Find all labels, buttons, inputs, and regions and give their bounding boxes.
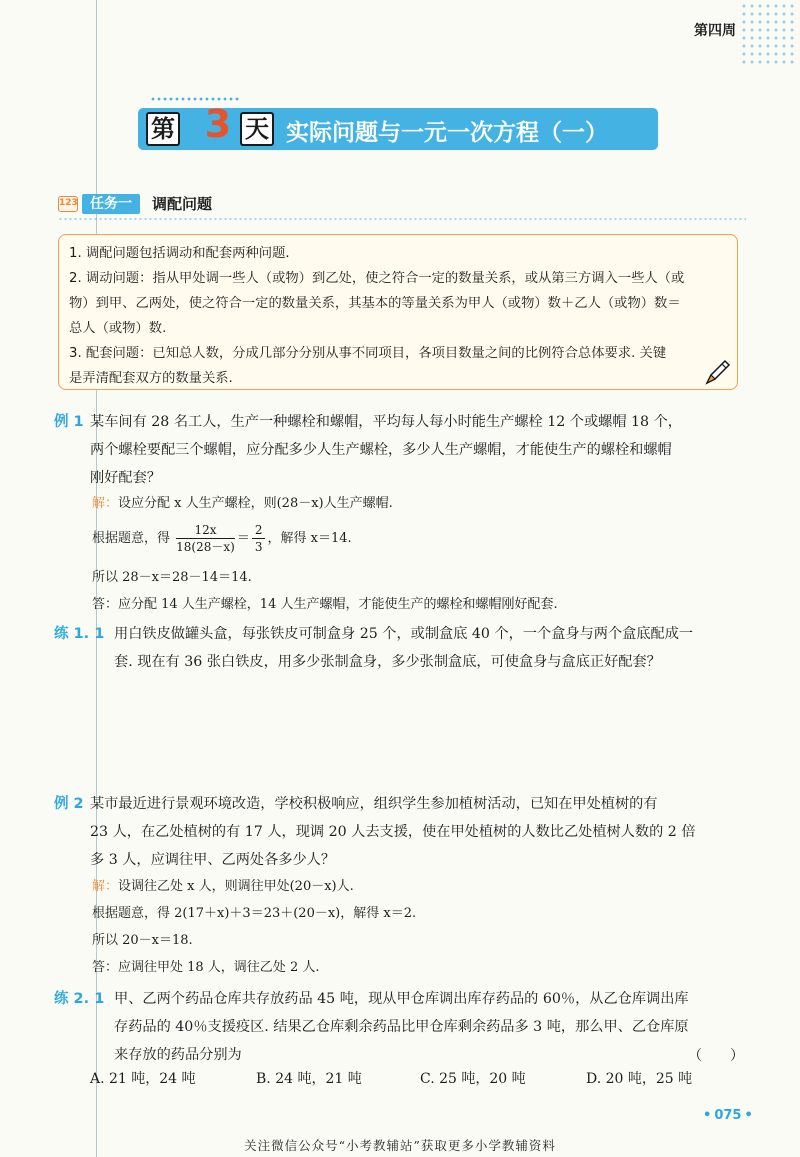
practice-1-text: 用白铁皮做罐头盒，每张铁皮可制盒身 25 个，或制盒底 40 个，一个盒身与两个盒底配成一 套. 现在有 36 张白铁皮，用多少张制盒身，多少张制盒底，可使盒身与盒底正好配套？ bbox=[114, 626, 694, 670]
example-1-solution-line-3: 所以 28－x＝28－14＝14. bbox=[92, 570, 252, 585]
practice-2-label: 练 2. 1 bbox=[54, 991, 105, 1007]
example-1-text: 某车间有 28 名工人，生产一种螺栓和螺帽，平均每人每小时能生产螺栓 12 个或螺帽 18 个， 两个螺栓要配三个螺帽，应分配多少人生产螺栓，多少人生产螺帽，才能使生产的螺栓和螺帽 刚好配套？ bbox=[90, 414, 682, 486]
task-label: 任务一 bbox=[82, 194, 140, 214]
example-1-solution-line-1: 解：设应分配 x 人生产螺栓，则(28－x)人生产螺帽. bbox=[92, 496, 393, 511]
day-prefix: 第 bbox=[146, 112, 180, 146]
example-2-text: 某市最近进行景观环境改造，学校积极响应，组织学生参加植树活动，已知在甲处植树的有 23 人，在乙处植树的有 17 人，现调 20 人去支援，使在甲处植树的人数比乙处植树人数的 2 倍 多 3 人，应调往甲、乙两处各多少人？ bbox=[90, 796, 696, 868]
solution-keyword: 解： bbox=[92, 879, 119, 894]
option-b: B. 24 吨，21 吨 bbox=[256, 1071, 362, 1087]
example-1-answer: 答：应分配 14 人生产螺栓，14 人生产螺帽，才能使生产的螺栓和螺帽刚好配套. bbox=[92, 597, 558, 612]
decorative-dots bbox=[740, 2, 796, 66]
task-header bbox=[58, 194, 746, 220]
practice-2-text: 甲、乙两个药品仓库共存放药品 45 吨，现从甲仓库调出库存药品的 60％，从乙仓库调出库 存药品的 40％支援疫区. 结果乙仓库剩余药品比甲仓库剩余药品多 3 吨，那么甲、乙仓库原 来存放的药品分别为 bbox=[114, 991, 689, 1063]
example-2-solution-line-2: 根据题意，得 2(17＋x)＋3＝23＋(20－x)，解得 x＝2. bbox=[92, 906, 417, 921]
option-a: A. 21 吨，24 吨 bbox=[90, 1071, 196, 1087]
option-d: D. 20 吨，25 吨 bbox=[586, 1071, 693, 1087]
page-number: • 075 • bbox=[700, 1108, 756, 1123]
day-number: 3 bbox=[204, 102, 232, 146]
lesson-banner bbox=[138, 102, 658, 150]
key-points-box bbox=[58, 234, 738, 390]
fraction-right: $\frac{2}{3}$ bbox=[252, 522, 266, 555]
example-1-label: 例 1 bbox=[54, 414, 84, 430]
note-1: 1. 调配问题包括调动和配套两种问题. bbox=[69, 246, 290, 261]
answer-blank: （ ） bbox=[688, 1048, 744, 1064]
option-c: C. 25 吨，20 吨 bbox=[420, 1071, 526, 1087]
number-block-icon: 123 bbox=[58, 196, 78, 212]
fraction-left: $\frac{12x}{18(28-x)}$ bbox=[176, 523, 235, 554]
task-divider bbox=[58, 218, 746, 220]
example-2-solution-line-3: 所以 20－x＝18. bbox=[92, 933, 193, 948]
task-title: 调配问题 bbox=[152, 195, 213, 213]
practice-1-label: 练 1. 1 bbox=[54, 626, 105, 642]
example-1-solution-line-2: 根据题意，得 $\frac{12x}{18(28-x)}$ ＝ $\frac{2}{3}$ ，解得 x＝14. bbox=[92, 523, 352, 554]
pencil-icon bbox=[703, 359, 731, 387]
example-2-answer: 答：应调往甲处 18 人，调往乙处 2 人. bbox=[92, 960, 320, 975]
day-suffix: 天 bbox=[240, 112, 274, 146]
lesson-title: 实际问题与一元一次方程（一） bbox=[286, 120, 608, 146]
note-2: 2. 调动问题：指从甲处调一些人（或物）到乙处，使之符合一定的数量关系，或从第三方调入一些人（或 物）到甲、乙两处，使之符合一定的数量关系，其基本的等量关系为甲人（或物）数＋乙人（或物）数＝ 总人（或物）数. bbox=[69, 271, 685, 336]
solution-keyword: 解： bbox=[92, 496, 119, 511]
example-2-label: 例 2 bbox=[54, 796, 84, 812]
example-2-solution-line-1: 解：设调往乙处 x 人，则调往甲处(20－x)人. bbox=[92, 879, 354, 894]
week-label: 第四周 bbox=[694, 23, 736, 39]
footer-note: 关注微信公众号“小考教辅站”获取更多小学教辅资料 bbox=[244, 1138, 556, 1153]
note-3: 3. 配套问题：已知总人数，分成几部分分别从事不同项目，各项目数量之间的比例符合总体要求. 关键 是弄清配套双方的数量关系. bbox=[69, 346, 667, 386]
